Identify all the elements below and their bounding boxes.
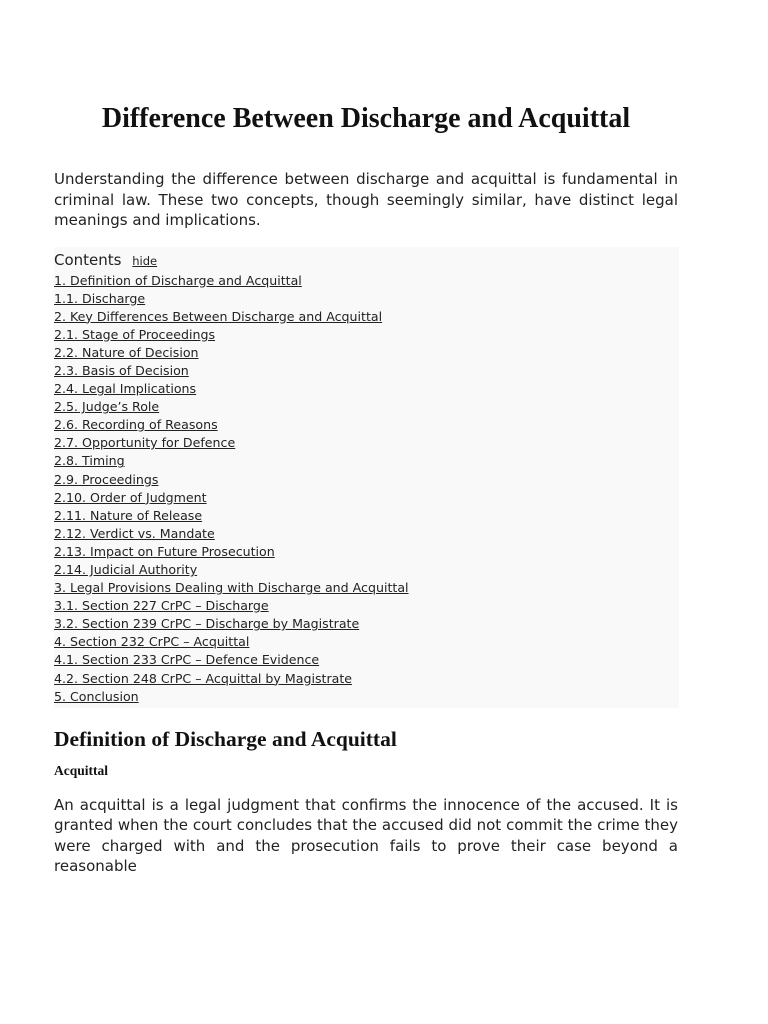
- toc-item: [54, 434, 679, 452]
- toc-link[interactable]: 3. Legal Provisions Dealing with Discharge and Acquittal: [54, 580, 409, 596]
- toc-item: [54, 416, 679, 434]
- toc-item: [54, 290, 679, 308]
- intro-paragraph: Understanding the difference between discharge and acquittal is fundamental in criminal law. These two concepts, though seemingly similar, have distinct legal meanings and implications.: [54, 170, 678, 229]
- toc-link[interactable]: 1.1. Discharge: [54, 290, 146, 306]
- toc-item: [54, 308, 679, 326]
- toc-item: [54, 362, 679, 380]
- toc-item: [54, 651, 679, 669]
- toc-link[interactable]: 2.5. Judge’s Role: [54, 399, 160, 415]
- acquittal-paragraph: An acquittal is a legal judgment that confirms the innocence of the accused. It is granted when the court concludes that the accused did not commit the crime they were charged with and the prosecution fails to prove their case beyond a reasonable: [54, 795, 678, 875]
- toc-link[interactable]: 2.11. Nature of Release: [54, 507, 203, 523]
- toc-link[interactable]: 2.14. Judicial Authority: [54, 562, 198, 577]
- toc-link[interactable]: 2.9. Proceedings: [54, 471, 159, 487]
- toc-item: [54, 272, 679, 290]
- section-heading: Definition of Discharge and Acquittal: [54, 726, 397, 751]
- toc-link[interactable]: 4.2. Section 248 CrPC – Acquittal by Magistrate: [54, 670, 353, 686]
- toc-link[interactable]: 2.13. Impact on Future Prosecution: [54, 543, 275, 559]
- toc-link[interactable]: 1. Definition of Discharge and Acquittal: [54, 272, 302, 288]
- toc-item: [54, 597, 679, 615]
- toc-link[interactable]: 2.10. Order of Judgment: [54, 489, 207, 505]
- toc-item: [54, 615, 679, 633]
- toc-item: [54, 688, 679, 706]
- toc-item: [54, 452, 679, 470]
- toc-item: [54, 471, 679, 489]
- toc-link[interactable]: 3.2. Section 239 CrPC – Discharge by Magistrate: [54, 616, 360, 632]
- toc-link[interactable]: 4. Section 232 CrPC – Acquittal: [54, 634, 250, 650]
- toc-link[interactable]: 2.8. Timing: [54, 453, 125, 469]
- toc-link[interactable]: 3.1. Section 227 CrPC – Discharge: [54, 598, 269, 614]
- toc-item: [54, 344, 679, 362]
- toc-link[interactable]: 4.1. Section 233 CrPC – Defence Evidence: [54, 652, 320, 668]
- toc-item: [54, 561, 679, 579]
- toc-item: [54, 670, 679, 688]
- toc-item: [54, 489, 679, 507]
- toc-heading: Contents: [54, 250, 122, 269]
- toc-link[interactable]: 2.6. Recording of Reasons: [54, 417, 218, 433]
- toc-link[interactable]: 2.4. Legal Implications: [54, 381, 197, 397]
- toc-item: [54, 398, 679, 416]
- toc-link[interactable]: 2.12. Verdict vs. Mandate: [54, 525, 215, 541]
- toc-item: [54, 525, 679, 543]
- toc-list: [54, 272, 679, 706]
- toc-item: [54, 633, 679, 651]
- toc-item: [54, 543, 679, 561]
- toc-header: [54, 248, 679, 272]
- toc-item: [54, 579, 679, 597]
- toc-hide-toggle[interactable]: hide: [132, 253, 158, 268]
- toc-link[interactable]: 2.3. Basis of Decision: [54, 362, 189, 378]
- toc-item: [54, 507, 679, 525]
- toc-link[interactable]: 2.1. Stage of Proceedings: [54, 326, 216, 342]
- toc-link[interactable]: 2. Key Differences Between Discharge and Acquittal: [54, 308, 383, 324]
- toc-link[interactable]: 2.7. Opportunity for Defence: [54, 435, 236, 451]
- toc-link[interactable]: 5. Conclusion: [54, 688, 139, 704]
- toc-item: [54, 326, 679, 344]
- page-title: Difference Between Discharge and Acquittal: [101, 103, 631, 134]
- table-of-contents: [54, 247, 679, 708]
- toc-link[interactable]: 2.2. Nature of Decision: [54, 344, 199, 360]
- toc-item: [54, 380, 679, 398]
- sub-heading: Acquittal: [54, 762, 108, 778]
